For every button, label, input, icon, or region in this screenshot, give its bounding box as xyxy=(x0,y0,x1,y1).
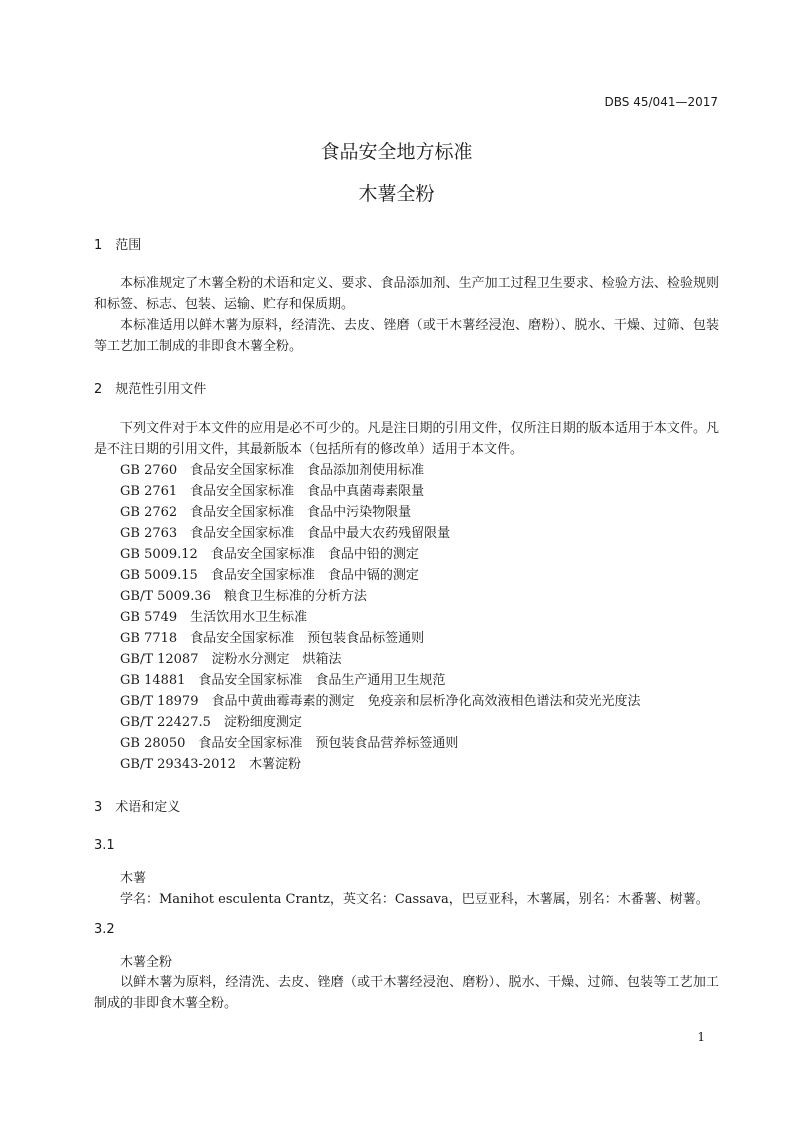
scope-paragraph-1: 本标准规定了木薯全粉的术语和定义、要求、食品添加剂、生产加工过程卫生要求、检验方法、检验规则和标签、标志、包装、运输、贮存和保质期。 xyxy=(94,276,719,312)
reference-item: GB/T 12087 淀粉水分测定 烘箱法 xyxy=(120,652,342,667)
reference-item: GB 28050 食品安全国家标准 预包装食品营养标签通则 xyxy=(120,736,459,751)
reference-item: GB 14881 食品安全国家标准 食品生产通用卫生规范 xyxy=(120,673,446,688)
reference-item: GB 5749 生活饮用水卫生标准 xyxy=(120,610,308,625)
term-3-1-definition: 学名：Manihot esculenta Crantz，英文名：Cassava，巴豆亚科，木薯属，别名：木番薯、树薯。 xyxy=(120,892,709,907)
term-3-2-number: 3.2 xyxy=(94,922,115,937)
term-3-2-name: 木薯全粉 xyxy=(120,955,173,970)
reference-item: GB/T 5009.36 粮食卫生标准的分析方法 xyxy=(120,589,367,604)
reference-item: GB/T 18979 食品中黄曲霉毒素的测定 免疫亲和层析净化高效液相色谱法和荧光光度法 xyxy=(120,694,641,709)
term-3-1-number: 3.1 xyxy=(94,838,115,853)
document-title: 食品安全地方标准 xyxy=(320,141,473,163)
reference-item: GB 5009.12 食品安全国家标准 食品中铅的测定 xyxy=(120,547,419,562)
section-1-heading: 1 范围 xyxy=(94,238,142,253)
term-3-2-definition: 以鲜木薯为原料，经清洗、去皮、锉磨（或干木薯经浸泡、磨粉）、脱水、干燥、过筛、包装等工艺加工制成的非即食木薯全粉。 xyxy=(94,975,719,1011)
reference-item: GB/T 22427.5 淀粉细度测定 xyxy=(120,715,302,730)
reference-item: GB/T 29343-2012 木薯淀粉 xyxy=(120,757,301,772)
reference-item: GB 7718 食品安全国家标准 预包装食品标签通则 xyxy=(120,631,425,646)
reference-item: GB 2761 食品安全国家标准 食品中真菌毒素限量 xyxy=(120,484,425,499)
section-3-heading: 3 术语和定义 xyxy=(94,800,181,815)
page-number: 1 xyxy=(697,1030,705,1044)
references-intro: 下列文件对于本文件的应用是必不可少的。凡是注日期的引用文件，仅所注日期的版本适用于本文件。凡是不注日期的引用文件，其最新版本（包括所有的修改单）适用于本文件。 xyxy=(94,421,719,457)
reference-item: GB 5009.15 食品安全国家标准 食品中镉的测定 xyxy=(120,568,419,583)
term-3-1-name: 木薯 xyxy=(120,871,147,886)
document-subtitle: 木薯全粉 xyxy=(358,183,435,205)
reference-item: GB 2762 食品安全国家标准 食品中污染物限量 xyxy=(120,505,412,520)
reference-item: GB 2763 食品安全国家标准 食品中最大农药残留限量 xyxy=(120,526,451,541)
reference-item: GB 2760 食品安全国家标准 食品添加剂使用标准 xyxy=(120,463,425,478)
scope-paragraph-2: 本标准适用以鲜木薯为原料，经清洗、去皮、锉磨（或干木薯经浸泡、磨粉）、脱水、干燥、过筛、包装等工艺加工制成的非即食木薯全粉。 xyxy=(94,318,719,354)
document-number: DBS 45/041—2017 xyxy=(604,95,718,109)
reference-list xyxy=(120,460,640,775)
section-2-heading: 2 规范性引用文件 xyxy=(94,382,207,397)
